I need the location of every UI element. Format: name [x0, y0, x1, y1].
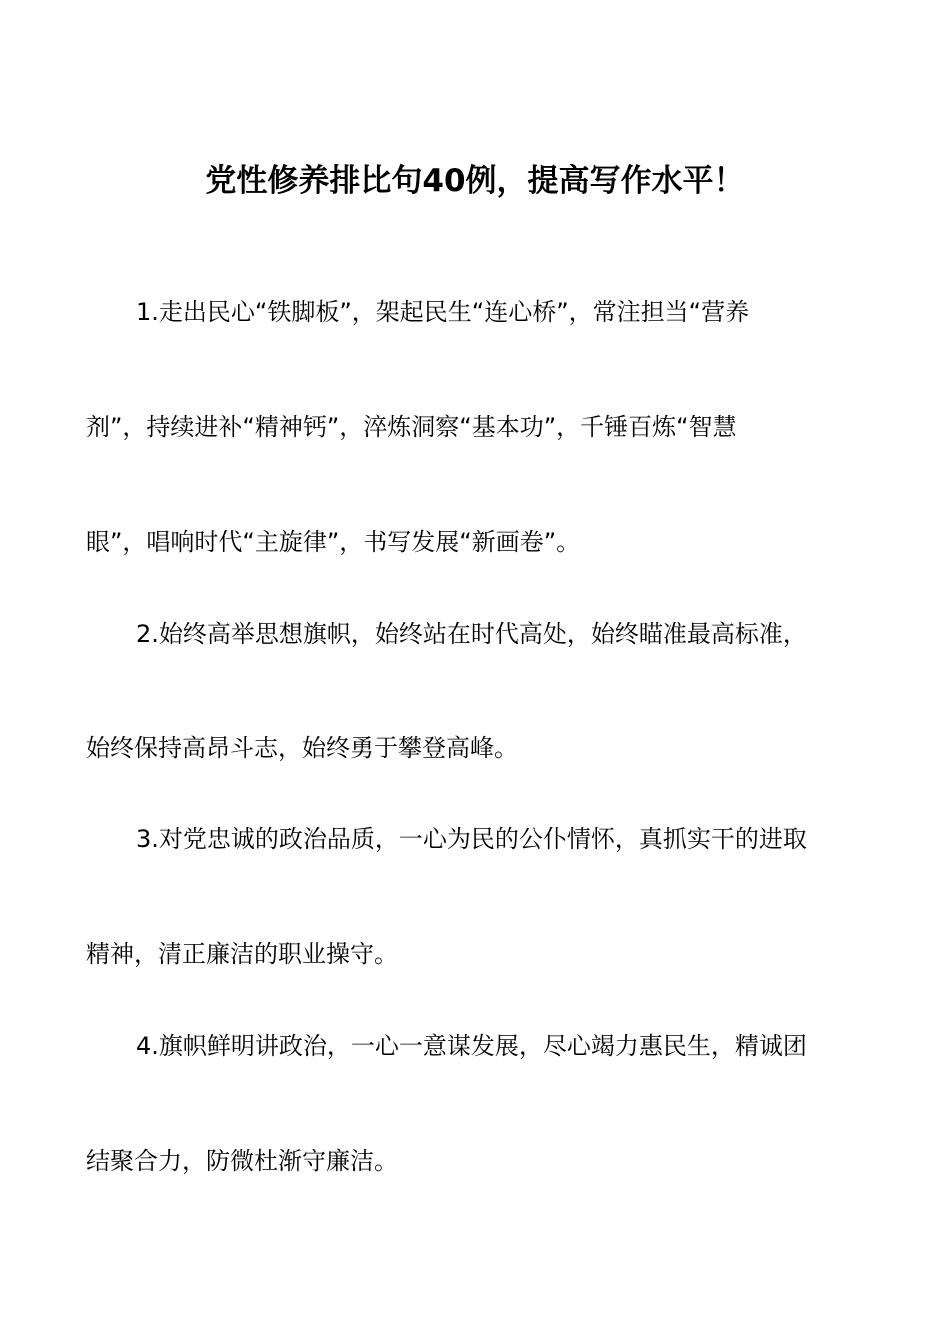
paragraph-3-line-2: 精神，清正廉洁的职业操守。	[86, 940, 398, 968]
paragraph-4-line-1: 4.旗帜鲜明讲政治，一心一意谋发展，尽心竭力惠民生，精诚团	[136, 1032, 807, 1060]
paragraph-1-line-1: 1.走出民心“铁脚板”，架起民生“连心桥”，常注担当“营养	[136, 298, 750, 326]
paragraph-4-line-2: 结聚合力，防微杜渐守廉洁。	[86, 1147, 398, 1175]
paragraph-1-line-3: 眼”，唱响时代“主旋律”，书写发展“新画卷”。	[86, 528, 581, 556]
paragraph-2-line-2: 始终保持高昂斗志，始终勇于攀登高峰。	[86, 734, 518, 762]
document-title: 党性修养排比句40例，提高写作水平！	[205, 163, 745, 199]
paragraph-1-line-2: 剂”，持续进补“精神钙”，淬炼洞察“基本功”，千锤百炼“智慧	[86, 413, 737, 441]
paragraph-2-line-1: 2.始终高举思想旗帜，始终站在时代高处，始终瞄准最高标准，	[136, 620, 807, 648]
paragraph-3-line-1: 3.对党忠诚的政治品质，一心为民的公仆情怀，真抓实干的进取	[136, 825, 807, 853]
